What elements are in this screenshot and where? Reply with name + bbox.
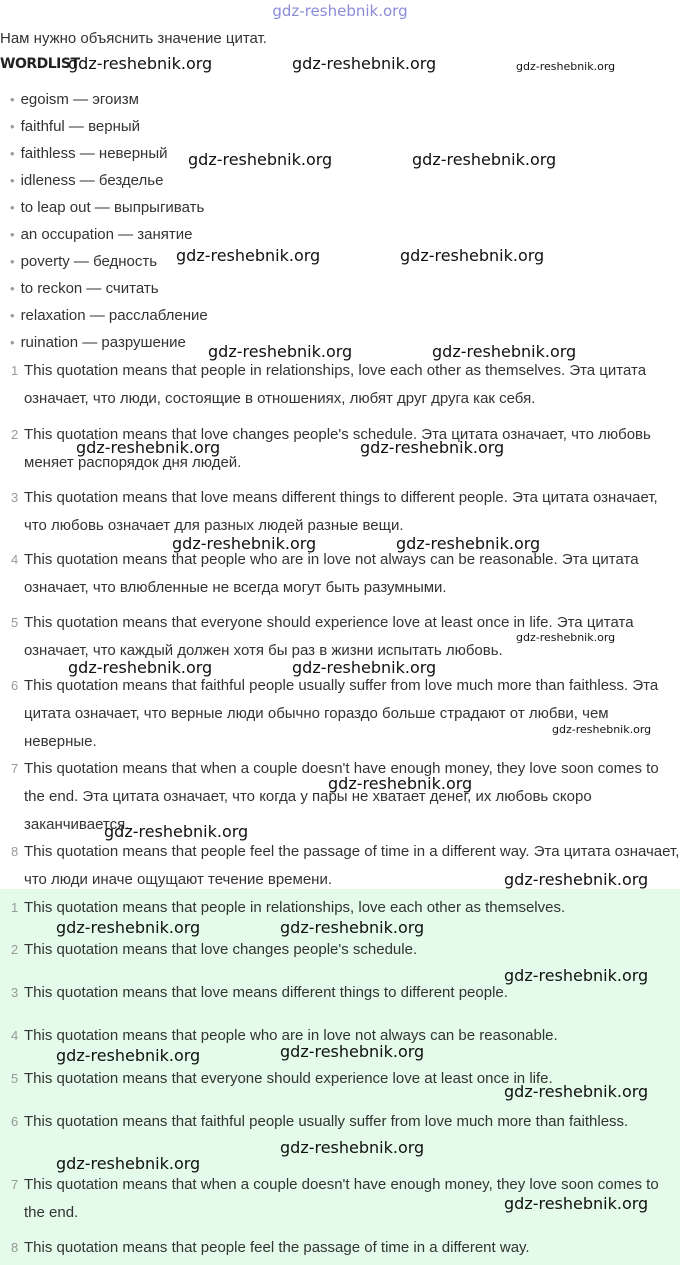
answer-item: 6 This quotation means that faithful people usually suffer from love much more than faithless. Эта цитата означает, что верные люди обычно гораздо больше страдают от любви, чем неверные. xyxy=(11,677,659,750)
answer-item: 4 This quotation means that people who are in love not always can be reasonable. xyxy=(11,1027,558,1044)
bullet-icon: • xyxy=(10,308,15,323)
bullet-icon: • xyxy=(10,119,15,134)
list-item: • to reckon — считать xyxy=(10,280,159,297)
watermark: gdz-reshebnik.org xyxy=(176,246,321,265)
watermark: gdz-reshebnik.org xyxy=(504,966,649,985)
list-item: • relaxation — расслабление xyxy=(10,307,208,324)
watermark: gdz-reshebnik.org xyxy=(504,1082,649,1101)
watermark: gdz-reshebnik.org xyxy=(328,774,473,793)
watermark: gdz-reshebnik.org xyxy=(516,631,616,644)
list-item: • faithful — верный xyxy=(10,118,141,135)
bullet-icon: • xyxy=(10,92,15,107)
answer-item: 8 This quotation means that people feel the passage of time in a different way. xyxy=(11,1239,530,1256)
list-item: • ruination — разрушение xyxy=(10,334,186,351)
watermark: gdz-reshebnik.org xyxy=(280,1042,425,1061)
intro-text: Нам нужно объяснить значение цитат. xyxy=(0,30,267,47)
bullet-icon: • xyxy=(10,200,15,215)
answer-item: 7 This quotation means that when a couple doesn't have enough money, they love soon comes to the end. Эта цитата означает, что когда у пары не хватает денег, их любовь скоро заканчивается. xyxy=(11,760,659,833)
watermark: gdz-reshebnik.org xyxy=(360,438,505,457)
list-item: • faithless — неверный xyxy=(10,145,168,162)
answer-item: 6 This quotation means that faithful people usually suffer from love much more than faithless. xyxy=(11,1113,629,1130)
answer-item: 1 This quotation means that people in relationships, love each other as themselves. xyxy=(11,899,566,916)
watermark: gdz-reshebnik.org xyxy=(56,918,201,937)
answer-item: 3 This quotation means that love means different things to different people. Эта цитата означает, что любовь означает для разных людей разные вещи. xyxy=(11,489,658,534)
answer-item: 3 This quotation means that love means different things to different people. xyxy=(11,984,508,1001)
wordlist xyxy=(10,91,208,361)
site-title[interactable]: gdz-reshebnik.org xyxy=(272,2,408,20)
answer-item: 2 This quotation means that love changes people's schedule. Эта цитата означает, что любовь меняет распорядок дня людей. xyxy=(11,426,651,471)
answer-item: 7 This quotation means that when a couple doesn't have enough money, they love soon comes to the end. xyxy=(11,1176,659,1221)
watermark: gdz-reshebnik.org xyxy=(172,534,317,553)
answer-item: 4 This quotation means that people who are in love not always can be reasonable. Эта цитата означает, что влюбленные не всегда могут быть разумными. xyxy=(11,551,639,596)
bullet-icon: • xyxy=(10,281,15,296)
bullet-icon: • xyxy=(10,173,15,188)
watermark: gdz-reshebnik.org xyxy=(68,658,213,677)
answer-item: 2 This quotation means that love changes people's schedule. xyxy=(11,941,418,958)
watermark: gdz-reshebnik.org xyxy=(104,822,249,841)
watermark: gdz-reshebnik.org xyxy=(432,342,577,361)
list-item: • idleness — безделье xyxy=(10,172,164,189)
watermark: gdz-reshebnik.org xyxy=(552,723,652,736)
answer-item: 5 This quotation means that everyone should experience love at least once in life. xyxy=(11,1070,553,1087)
watermark: gdz-reshebnik.org xyxy=(516,60,616,73)
watermark: gdz-reshebnik.org xyxy=(68,54,213,73)
list-item: • an occupation — занятие xyxy=(10,226,193,243)
bullet-icon: • xyxy=(10,146,15,161)
list-item: • to leap out — выпрыгивать xyxy=(10,199,205,216)
answer-item: 5 This quotation means that everyone should experience love at least once in life. Эта цитата означает, что каждый должен хотя бы раз в жизни испытать любовь. xyxy=(11,614,634,659)
watermark: gdz-reshebnik.org xyxy=(56,1046,201,1065)
answer-item: 1 This quotation means that people in relationships, love each other as themselves. Эта цитата означает, что люди, состоящие в отношениях, любят друг друга как себя. xyxy=(11,362,647,407)
watermark: gdz-reshebnik.org xyxy=(400,246,545,265)
watermark: gdz-reshebnik.org xyxy=(56,1154,201,1173)
watermark: gdz-reshebnik.org xyxy=(292,658,437,677)
watermark: gdz-reshebnik.org xyxy=(504,870,649,889)
watermark: gdz-reshebnik.org xyxy=(504,1194,649,1213)
watermark: gdz-reshebnik.org xyxy=(412,150,557,169)
watermark: gdz-reshebnik.org xyxy=(280,918,425,937)
list-item: • egoism — эгоизм xyxy=(10,91,139,108)
watermark: gdz-reshebnik.org xyxy=(188,150,333,169)
watermark: gdz-reshebnik.org xyxy=(292,54,437,73)
bullet-icon: • xyxy=(10,335,15,350)
watermark: gdz-reshebnik.org xyxy=(208,342,353,361)
bullet-icon: • xyxy=(10,227,15,242)
wordlist-heading: WORDLIST xyxy=(0,56,80,72)
watermark: gdz-reshebnik.org xyxy=(280,1138,425,1157)
answer-item: 8 This quotation means that people feel the passage of time in a different way. Эта цитата означает, что люди иначе ощущают течение времени. xyxy=(11,843,680,888)
list-item: • poverty — бедность xyxy=(10,253,158,270)
watermark: gdz-reshebnik.org xyxy=(396,534,541,553)
watermark: gdz-reshebnik.org xyxy=(76,438,221,457)
bullet-icon: • xyxy=(10,254,15,269)
